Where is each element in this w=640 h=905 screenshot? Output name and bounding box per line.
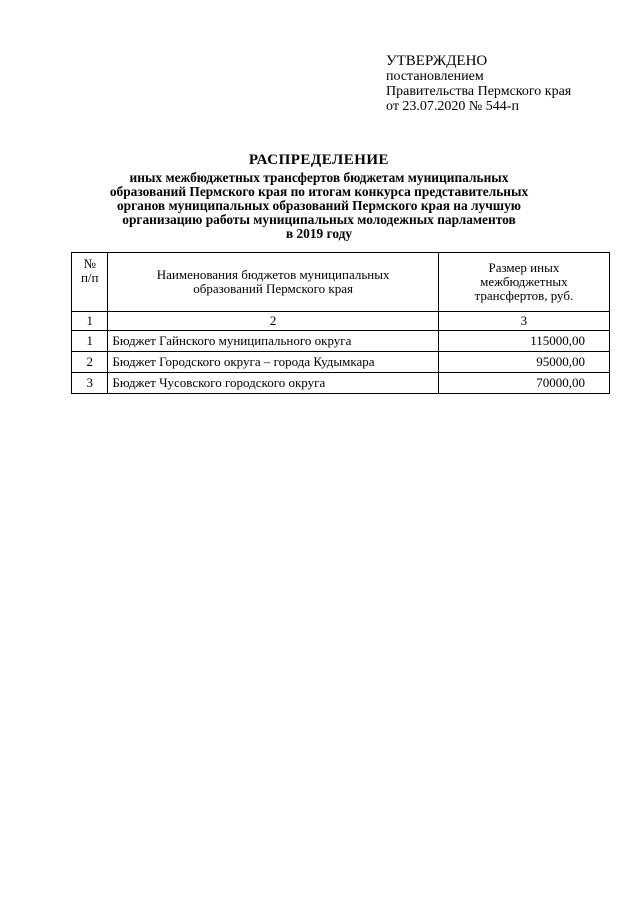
column-index: 1 bbox=[72, 312, 108, 331]
column-index-row bbox=[72, 312, 610, 331]
title-line: органов муниципальных образований Пермского края на лучшую bbox=[116, 198, 522, 213]
header-budget-name bbox=[108, 253, 438, 312]
approval-stamp bbox=[386, 53, 626, 114]
table-row bbox=[72, 373, 610, 394]
row-amount: 95000,00 bbox=[438, 352, 609, 373]
row-number: 2 bbox=[72, 352, 108, 373]
approval-line: Правительства Пермского края bbox=[386, 84, 572, 99]
column-index: 2 bbox=[108, 312, 438, 331]
header-amount-line: межбюджетных bbox=[480, 274, 568, 289]
header-number-line: № bbox=[83, 256, 96, 271]
title-line: образований Пермского края по итогам конкурса представительных bbox=[109, 184, 529, 199]
distribution-table bbox=[71, 252, 610, 394]
row-budget-name: Бюджет Городского округа – города Кудымкара bbox=[108, 352, 438, 373]
title-line: иных межбюджетных трансфертов бюджетам муниципальных bbox=[129, 170, 509, 185]
row-number: 3 bbox=[72, 373, 108, 394]
table-header-row bbox=[72, 253, 610, 312]
row-amount: 70000,00 bbox=[438, 373, 609, 394]
row-amount: 115000,00 bbox=[438, 331, 609, 352]
header-amount-line: Размер иных bbox=[488, 260, 560, 275]
approval-heading: УТВЕРЖДЕНО bbox=[386, 53, 488, 69]
header-number bbox=[72, 253, 108, 312]
title-heading: РАСПРЕДЕЛЕНИЕ bbox=[248, 152, 390, 168]
header-name-line: образований Пермского края bbox=[193, 281, 353, 296]
row-number: 1 bbox=[72, 331, 108, 352]
approval-line: постановлением bbox=[386, 69, 484, 84]
table-row bbox=[72, 352, 610, 373]
row-budget-name: Бюджет Чусовского городского округа bbox=[108, 373, 438, 394]
header-amount bbox=[438, 253, 609, 312]
column-index: 3 bbox=[438, 312, 609, 331]
document-title bbox=[60, 152, 578, 241]
row-budget-name: Бюджет Гайнского муниципального округа bbox=[108, 331, 438, 352]
header-amount-line: трансфертов, руб. bbox=[474, 288, 574, 303]
header-name-line: Наименования бюджетов муниципальных bbox=[156, 267, 390, 282]
title-line: в 2019 году bbox=[285, 226, 353, 241]
title-line: организацию работы муниципальных молодежных парламентов bbox=[122, 212, 516, 227]
header-number-line: п/п bbox=[80, 270, 99, 285]
table-row bbox=[72, 331, 610, 352]
approval-date-line: от 23.07.2020 № 544-п bbox=[386, 99, 519, 114]
